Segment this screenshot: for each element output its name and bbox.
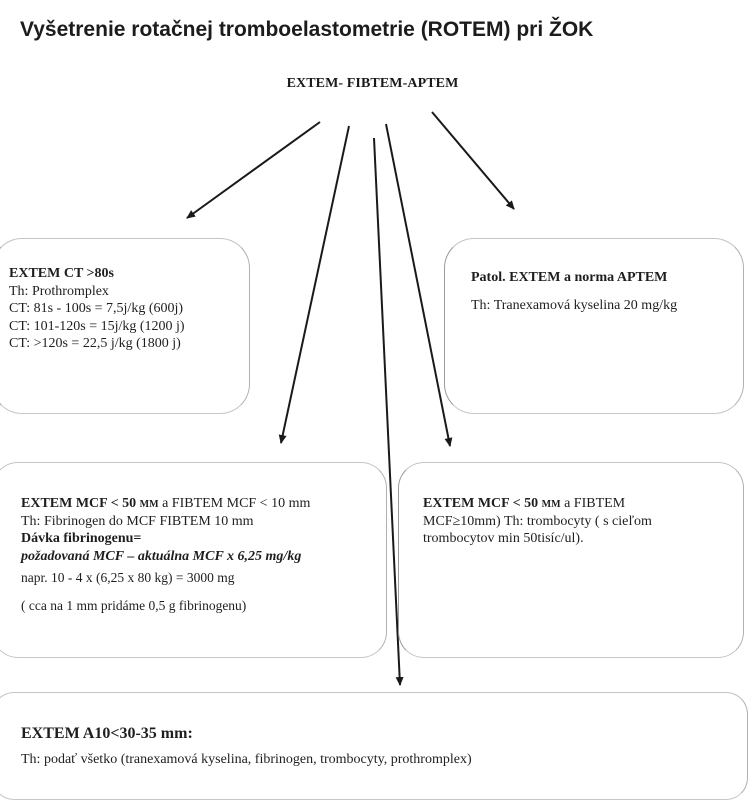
platelets-box xyxy=(398,462,744,658)
test-panel-label-text: EXTEM- FIBTEM-APTEM xyxy=(286,76,459,91)
arrow-to-extem-ct xyxy=(187,122,320,218)
extem-ct-title: EXTEM CT >80s xyxy=(9,266,114,281)
extem-ct-box xyxy=(0,238,250,414)
fibrinogen-title-prefix: EXTEM MCF < 50 mm xyxy=(21,496,159,511)
fibrinogen-title-suffix: a FIBTEM MCF < 10 mm xyxy=(158,496,311,511)
fibrinogen-box xyxy=(0,462,387,658)
patol-extem-title: Patol. EXTEM a norma APTEM xyxy=(471,270,668,285)
fibrinogen-note: ( cca na 1 mm pridáme 0,5 g fibrinogenu) xyxy=(21,597,247,613)
platelets-title-prefix: EXTEM MCF < 50 mm xyxy=(423,496,561,511)
extem-ct-line: CT: 81s - 100s = 7,5j/kg (600j) xyxy=(9,301,184,316)
patol-extem-box xyxy=(444,238,744,414)
all-therapy-box xyxy=(0,692,748,800)
extem-ct-line: Th: Prothromplex xyxy=(9,283,109,299)
all-therapy-text: Th: podať všetko (tranexamová kyselina, fibrinogen, trombocyty, prothromplex) xyxy=(21,751,472,767)
arrow-to-fibrinogen xyxy=(281,126,349,443)
arrow-to-patol-extem xyxy=(432,112,514,209)
platelets-target: trombocytov min 50tisíc/ul). xyxy=(423,531,584,546)
extem-ct-line: CT: >120s = 22,5 j/kg (1800 j) xyxy=(9,336,181,351)
page-title: Vyšetrenie rotačnej tromboelastometrie (ROTEM) pri ŽOK xyxy=(20,18,594,41)
fibrinogen-dose-label: Dávka fibrinogenu= xyxy=(21,531,142,546)
platelets-title xyxy=(423,495,743,513)
arrow-to-platelets xyxy=(386,124,450,446)
platelets-title-suffix: a FIBTEM xyxy=(560,496,626,511)
platelets-therapy: MCF≥10mm) Th: trombocyty ( s cieľom xyxy=(423,513,652,529)
fibrinogen-therapy: Th: Fibrinogen do MCF FIBTEM 10 mm xyxy=(21,513,254,529)
fibrinogen-formula: požadovaná MCF – aktuálna MCF x 6,25 mg/kg xyxy=(21,548,302,564)
patol-extem-therapy: Th: Tranexamová kyselina 20 mg/kg xyxy=(471,297,678,313)
all-therapy-title: EXTEM A10<30-35 mm: xyxy=(21,725,193,742)
fibrinogen-title xyxy=(21,495,386,513)
fibrinogen-example: napr. 10 - 4 x (6,25 x 80 kg) = 3000 mg xyxy=(21,570,235,585)
extem-ct-line: CT: 101-120s = 15j/kg (1200 j) xyxy=(9,318,185,334)
